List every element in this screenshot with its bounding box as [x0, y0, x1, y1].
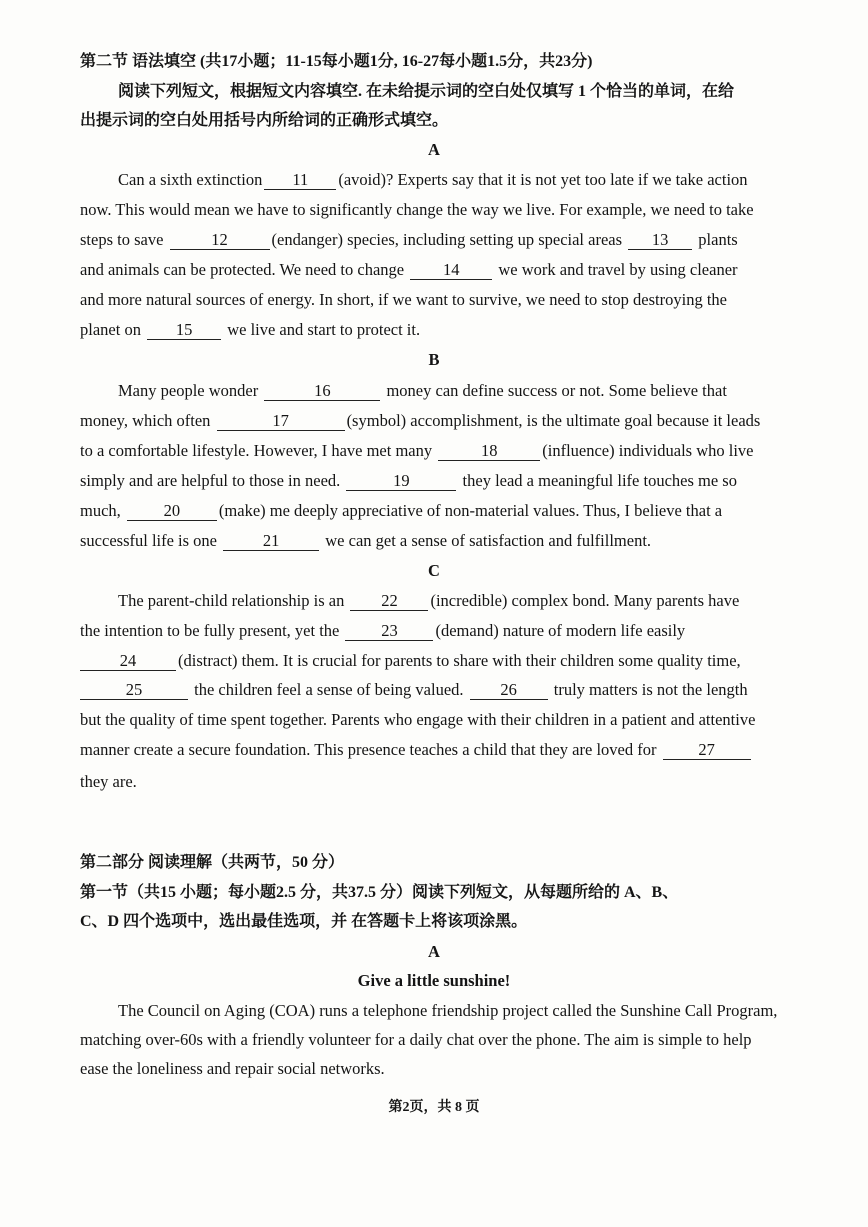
passage-b-line: to a comfortable lifestyle. However, I have met many 18 (influence) individuals who live [80, 441, 754, 460]
reading-a-label: A [428, 942, 440, 961]
passage-a-line: and animals can be protected. We need to change 14 we work and travel by using cleaner [80, 260, 738, 279]
passage-a-line: planet on 15 we live and start to protect it. [80, 320, 421, 339]
blank-13[interactable]: 13 [628, 231, 692, 250]
passage-c-line: but the quality of time spent together. Parents who engage with their children in a patient and attentive [80, 710, 756, 729]
part2-instruction-cont: C、D 四个选项中，选出最佳选项，并 在答题卡上将该项涂黑。 [80, 913, 528, 930]
blank-23[interactable]: 23 [345, 622, 433, 641]
passage-c-line: 24 (distract) them. It is crucial for parents to share with their children some quality time, [80, 651, 741, 671]
blank-21[interactable]: 21 [223, 532, 319, 551]
blank-14[interactable]: 14 [410, 261, 492, 280]
section-instruction: 阅读下列短文，根据短文内容填空. 在未给提示词的空白处仅填写 1 个恰当的单词，在给 [118, 83, 735, 100]
blank-26[interactable]: 26 [470, 681, 548, 700]
blank-27[interactable]: 27 [663, 741, 751, 760]
blank-25[interactable]: 25 [80, 681, 188, 700]
passage-a-line: Can a sixth extinction 11 (avoid)? Experts say that it is not yet too late if we take action [118, 170, 748, 189]
passage-a-line: and more natural sources of energy. In short, if we want to survive, we need to stop destroying the [80, 290, 727, 309]
passage-c-label: C [428, 561, 440, 580]
passage-c-line: The parent-child relationship is an 22 (incredible) complex bond. Many parents have [118, 591, 740, 610]
part2-instruction: 第一节（共15 小题；每小题2.5 分，共37.5 分）阅读下列短文，从每题所给的 A、B、 [80, 884, 679, 901]
passage-b-line: successful life is one 21 we can get a sense of satisfaction and fulfillment. [80, 531, 652, 550]
passage-a-label: A [428, 140, 440, 159]
reading-a-paragraph: The Council on Aging (COA) runs a telephone friendship project called the Sunshine Call Program, [118, 1001, 778, 1020]
section-heading: 第二节 语法填空 (共17小题；11-15每小题1分, 16-27每小题1.5分，共23分) [80, 53, 593, 70]
blank-17[interactable]: 17 [217, 412, 345, 431]
passage-b-line: Many people wonder 16 money can define success or not. Some believe that [118, 381, 727, 400]
reading-a-paragraph: ease the loneliness and repair social networks. [80, 1059, 385, 1078]
blank-19[interactable]: 19 [346, 472, 456, 491]
passage-b-line: much, 20 (make) me deeply appreciative of non-material values. Thus, I believe that a [80, 501, 723, 520]
passage-c-line: 25 the children feel a sense of being valued. 26 truly matters is not the length [80, 680, 748, 700]
blank-22[interactable]: 22 [350, 592, 428, 611]
passage-c-line: they are. [80, 772, 137, 791]
reading-a-paragraph: matching over-60s with a friendly volunteer for a daily chat over the phone. The aim is simple to help [80, 1030, 752, 1049]
blank-24[interactable]: 24 [80, 652, 176, 671]
passage-b-line: money, which often 17 (symbol) accomplishment, is the ultimate goal because it leads [80, 411, 761, 430]
page-number: 第2页，共 8 页 [388, 1100, 480, 1115]
passage-a-line: steps to save 12 (endanger) species, including setting up special areas 13 plants [80, 230, 738, 249]
passage-b-label: B [428, 350, 440, 369]
passage-c-line: the intention to be fully present, yet the 23 (demand) nature of modern life easily [80, 621, 686, 640]
passage-a-line: now. This would mean we have to significantly change the way we live. For example, we need to take [80, 200, 754, 219]
reading-a-title: Give a little sunshine! [357, 971, 511, 990]
blank-15[interactable]: 15 [147, 321, 221, 340]
blank-16[interactable]: 16 [264, 382, 380, 401]
blank-11[interactable]: 11 [264, 171, 336, 190]
passage-b-line: simply and are helpful to those in need. 19 they lead a meaningful life touches me so [80, 471, 737, 490]
blank-20[interactable]: 20 [127, 502, 217, 521]
part2-heading: 第二部分 阅读理解（共两节，50 分） [80, 854, 345, 871]
section-instruction-cont: 出提示词的空白处用括号内所给词的正确形式填空。 [80, 112, 449, 129]
passage-c-line: manner create a secure foundation. This presence teaches a child that they are loved for 27 [80, 740, 753, 760]
blank-12[interactable]: 12 [170, 231, 270, 250]
blank-18[interactable]: 18 [438, 442, 540, 461]
